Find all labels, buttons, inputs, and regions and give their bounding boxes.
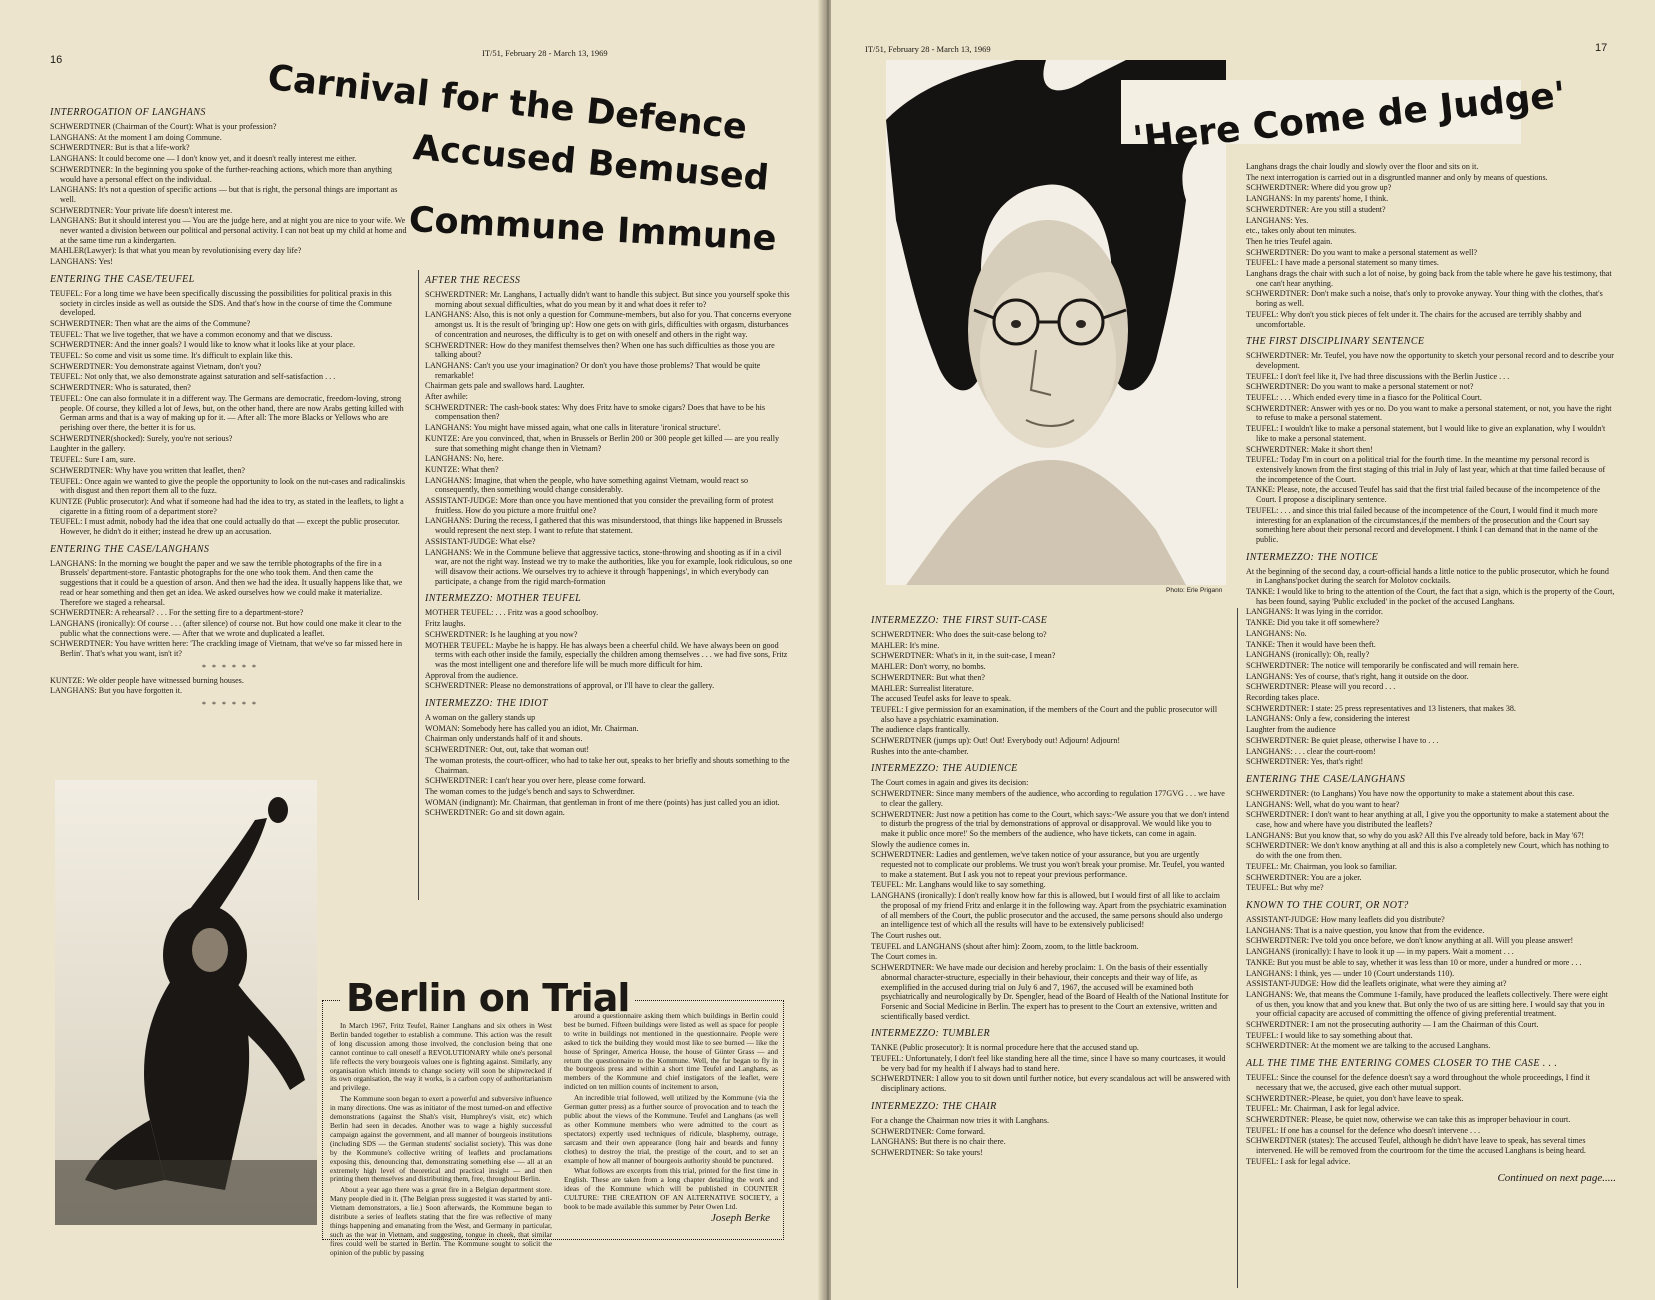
dialogue-line: SCHWERDTNER: Please no demonstrations of approval, or I'll have to clear the gallery. — [425, 681, 715, 691]
dialogue-line: SCHWERDTNER: Ladies and gentlemen, we've taken notice of your assurance, but you are urgently requested not to complicate our problems. We trust you won't break your promise. Mr. Teufel, you wanted to make a statement. But I ask you not to repeat your previous performance. — [871, 850, 1225, 879]
section-body — [871, 1116, 1231, 1158]
section-heading: ENTERING THE CASE/TEUFEL — [50, 273, 195, 285]
page-number: 17 — [1595, 42, 1608, 54]
dialogue-line: SCHWERDTNER: Since many members of the audience, who according to regulation 177GVG . . . we have to clear the gallery. — [871, 789, 1225, 808]
right-column-1 — [871, 608, 1231, 1159]
section-heading: INTERMEZZO: THE AUDIENCE — [871, 763, 1018, 775]
right-column-2 — [1246, 162, 1616, 1184]
dialogue-line: TEUFEL: One can also formulate it in a different way. The Germans are democratic, freedom-loving, strong people. Of course, they killed a lot of Jews, but, on the other hand, there are now Arabs getting killed with German arms and that is a way of making up for it. — After all: The more Blacks or Yellows who are perishing over there, the better it is for us. — [50, 393, 404, 432]
dialogue-line: SCHWERDTNER: The cash-book states: Why does Fritz have to smoke cigars? Does that have to be his compensation then? — [425, 402, 766, 422]
dialogue-line: LANGHANS: At the moment I am doing Commune. — [50, 132, 222, 142]
dialogue-line: The audience claps frantically. — [871, 725, 970, 735]
dialogue-line: SCHWERDTNER: I state: 25 press representatives and 13 listeners, that makes 38. — [1246, 703, 1516, 713]
dialogue-line: SCHWERDTNER: You are a joker. — [1246, 872, 1362, 882]
dialogue-line: SCHWERDTNER: (to Langhans) You have now the opportunity to make a statement about this case. — [1246, 788, 1575, 798]
dialogue-line: MAHLER: It's mine. — [871, 640, 940, 650]
dialogue-line: Langhans drags the chair loudly and slowly over the floor and sits on it. — [1246, 162, 1479, 171]
dialogue-line: SCHWERDTNER: How do they manifest themselves then? When one has such difficulties as those you are talking about? — [425, 340, 775, 360]
section-body — [871, 778, 1231, 1021]
dialogue-line: KUNTZE: We older people have witnessed burning houses. — [50, 675, 244, 685]
section-body — [50, 289, 410, 537]
dialogue-line: LANGHANS: Also, this is not only a question for Commune-members, but also for you. That concerns everyone amongst us. It is the result of 'bringing up': How one gets on with girls, difficulties with orgasm, disturbances of concentration and neuroses, the difficulty is to get on with oneself and others in the right way. — [425, 310, 792, 339]
dialogue-line: TEUFEL: I don't feel like it, I've had three discussions with the Berlin Justice . . . — [1246, 371, 1510, 381]
dialogue-line: MAHLER(Lawyer): Is that what you mean by revolutionising every day life? — [50, 246, 302, 256]
section-heading: THE FIRST DISCIPLINARY SENTENCE — [1246, 336, 1425, 348]
dialogue-line: SCHWERDTNER: I am not the prosecuting authority — I am the Chairman of this Court. — [1246, 1020, 1539, 1030]
dialogue-line: TANKE: Did you take it off somewhere? — [1246, 618, 1380, 628]
dialogue-line: SCHWERDTNER: In the beginning you spoke of the further-reaching actions, which more than anything would have a personal effect on the individual. — [50, 164, 392, 184]
dialogue-line: TEUFEL: Why don't you stick pieces of felt under it. The chairs for the accused are terribly shabby and uncomfortable. — [1246, 309, 1582, 329]
dialogue-line: LANGHANS: Imagine, that when the people, who have something against Vietnam, would react so consequently, then something would change considerably. — [425, 475, 749, 495]
dialogue-line: SCHWERDTNER: Who is saturated, then? — [50, 383, 191, 393]
dialogue-line: SCHWERDTNER: Where did you grow up? — [1246, 183, 1392, 193]
dialogue-line: Chairman only understands half of it and shouts. — [425, 734, 583, 744]
section-body — [1246, 567, 1616, 767]
section-heading: INTERMEZZO: MOTHER TEUFEL — [425, 593, 582, 605]
right-page — [831, 0, 1655, 1300]
dialogue-line: SCHWERDTNER: Out, out, take that woman out! — [425, 745, 590, 755]
section-heading: INTERMEZZO: THE IDIOT — [425, 698, 548, 710]
dialogue-line: LANGHANS: We, that means the Commune 1-family, have produced the leaflets collectively. There were eight of us then, you know that and you knew that. But only the two of us are sitting here. I would say that you in your official capacity are accused of committing the offence of giving preferential treatment. — [1246, 989, 1608, 1019]
dialogue-line: LANGHANS: It was lying in the corridor. — [1246, 607, 1383, 617]
section-body — [1246, 915, 1616, 1051]
dialogue-line: TEUFEL: That we live together, that we have a common economy and that we discuss. — [50, 329, 333, 339]
dialogue-line: The next interrogation is carried out in a disgruntled manner and only by means of questions. — [1246, 172, 1548, 182]
dialogue-line: TANKE: Please, note, the accused Teufel has said that the first trial failed because of the incompetence of the Court. I propose a disciplinary sentence. — [1246, 485, 1601, 505]
dialogue-line: TEUFEL: I give permission for an examination, if the members of the Court and the public prosecutor will also have a psychiatric examination. — [871, 704, 1218, 724]
dialogue-line: SCHWERDTNER: Is he laughing at you now? — [425, 629, 578, 639]
dialogue-line: LANGHANS: In the morning we bought the paper and we saw the terrible photographs of the fire in a Brussels' department-store. Fantastic photographs for the one who took them. And then came the suggestions that it could be a question of arson. And then we had the idea. It usually happens like that, we read or hear something and then get an idea. We asked ourselves how we could make it materialize. Therefore we staged a rehearsal. — [50, 558, 403, 607]
page-number: 16 — [50, 54, 63, 66]
dialogue-line: WOMAN: Somebody here has called you an idiot, Mr. Chairman. — [425, 723, 639, 733]
section-body — [871, 1043, 1231, 1094]
dialogue-line: MOTHER TEUFEL: Maybe he is happy. He has always been a cheerful child. We have always been on good terms with each other inside the family, especially the children among themselves . . . we had five sons, Fritz was the most intelligent one and therefore life will be much more difficult for him. — [425, 640, 788, 669]
dialogue-line: SCHWERDTNER: We don't know anything at all and this is also a completely new Court, which has nothing to do with the one from then. — [1246, 841, 1609, 861]
dialogue-line: TEUFEL and LANGHANS (shout after him): Zoom, zoom, to the little backroom. — [871, 941, 1139, 951]
dialogue-line: etc., takes only about ten minutes. — [1246, 226, 1357, 236]
dialogue-line: Laughter in the gallery. — [50, 444, 126, 454]
column-rule — [1237, 608, 1238, 1288]
dialogue-line: SCHWERDTNER: Why have you written that leaflet, then? — [50, 465, 245, 475]
headline-line-3: Commune Immune — [407, 200, 778, 260]
dialogue-line: SCHWERDTNER: Are you still a student? — [1246, 204, 1386, 214]
dialogue-line: For a change the Chairman now tries it with Langhans. — [871, 1115, 1050, 1125]
dialogue-line: LANGHANS: It could become one — I don't know yet, and it doesn't really interest me either. — [50, 154, 357, 164]
dialogue-line: KUNTZE: What then? — [425, 464, 499, 474]
dialogue-line: SCHWERDTNER: Yes, that's right! — [1246, 757, 1364, 767]
dialogue-line: LANGHANS: No. — [1246, 628, 1307, 638]
dialogue-line: LANGHANS: I think, yes — under 10 (Court understands 110). — [1246, 968, 1455, 978]
dialogue-line: TEUFEL: Not only that, we also demonstrate against saturation and self-satisfaction . . . — [50, 372, 336, 382]
dialogue-line: SCHWERDTNER (Chairman of the Court): What is your profession? — [50, 122, 277, 131]
dialogue-line: SCHWERDTNER: I can't hear you over here, please come forward. — [425, 776, 646, 786]
dialogue-line: TEUFEL: If one has a counsel for the defence who doesn't intervene . . . — [1246, 1125, 1481, 1135]
dialogue-line: TEUFEL: So come and visit us some time. It's difficult to explain like this. — [50, 351, 293, 361]
dialogue-line: LANGHANS: It's not a question of specific actions — but that is right, the personal things are important as well. — [50, 185, 398, 204]
section-heading: AFTER THE RECESS — [425, 275, 521, 286]
dialogue-line: TEUFEL: Sure I am, sure. — [50, 455, 136, 465]
dialogue-line: Chairman gets pale and swallows hard. Laughter. — [425, 381, 585, 391]
dialogue-line: LANGHANS: We in the Commune believe that aggressive tactics, stone-throwing and shooting as if in a civil war, are not the right way. Instead we try to make the authorities, like you for example, look ridiculous, so one will disavow their actions. We ourselves try to achieve it through 'happenings', in which everybody can participate, a change from the rigid march-formation — [425, 547, 793, 586]
section-body — [425, 608, 793, 691]
left-column-2 — [425, 268, 793, 819]
dialogue-line: SCHWERDTNER: And the inner goals? I would like to know what it looks like at your place. — [50, 340, 356, 350]
dialogue-line: SCHWERDTNER: Then what are the aims of the Commune? — [50, 318, 251, 328]
dialogue-line: ASSISTANT-JUDGE: What else? — [425, 536, 536, 546]
dialogue-line: MAHLER: Surrealist literature. — [871, 683, 974, 693]
dialogue-line: TEUFEL: I ask for legal advice. — [1246, 1156, 1351, 1166]
section-heading: INTERMEZZO: THE NOTICE — [1246, 551, 1379, 563]
section-heading: INTERMEZZO: THE CHAIR — [871, 1100, 997, 1112]
intro-paragraph: About a year ago there was a great fire in a Belgian department store. Many people died in it. (The Belgian press suggested it was started by anti-Vietnam demonstrators, a lie.) Soon afterwards, the Kommune began to distribute a series of leaflets stating that the fire was reflective of many things happening and emanating from the West, and Germany in particular, such as the war in Vietnam, and suggesting, tongue in cheek, that similar fires could well be started in Berlin. The Kommune sought to solicit the opinion of the public by passing — [330, 1185, 552, 1257]
dialogue-line: SCHWERDTNER: I've told you once before, we don't know anything at all. Will you please answer! — [1246, 936, 1574, 946]
left-page — [0, 0, 824, 1300]
dialogue-line: TANKE: I would like to bring to the attention of the Court, the fact that a sign, which is the property of the Court, has been found, saying 'Public excluded' in the pocket of the accused Langhans. — [1246, 587, 1615, 606]
dialogue-line: SCHWERDTNER: Mr. Teufel, you have now the opportunity to sketch your personal record and to describe your development. — [1246, 351, 1614, 370]
section-heading: KNOWN TO THE COURT, OR NOT? — [1246, 900, 1409, 911]
author-signature: Joseph Berke — [711, 1212, 770, 1224]
section-heading: ALL THE TIME THE ENTERING COMES CLOSER TO THE CASE . . . — [1246, 1058, 1558, 1070]
dialogue-line: TANKE: Then it would have been theft. — [1246, 639, 1376, 649]
dialogue-line: SCHWERDTNER: Please, be quiet now, otherwise we can take this as improper behaviour in court. — [1246, 1114, 1571, 1124]
section-body — [50, 559, 410, 659]
dialogue-line: ASSISTANT-JUDGE: More than once you have mentioned that you consider the prevailing form of protest fruitless. How do you picture a more fruitful one? — [425, 496, 774, 515]
page-header: IT/51, February 28 - March 13, 1969 — [482, 48, 608, 58]
dialogue-line: SCHWERDTNER:-Please, be quiet, you don't have leave to speak. — [1246, 1093, 1464, 1103]
dialogue-line: TANKE (Public prosecutor): It is normal procedure here that the accused stand up. — [871, 1043, 1139, 1053]
dialogue-line: LANGHANS: Yes of course, that's right, hang it outside on the door. — [1246, 671, 1469, 681]
section-body — [1246, 789, 1616, 893]
dialogue-line: TEUFEL: Mr. Langhans would like to say something. — [871, 880, 1046, 890]
dialogue-line: SCHWERDTNER: Make it short then! — [1246, 444, 1373, 454]
dialogue-line: Slowly the audience comes in. — [871, 839, 970, 849]
dialogue-line: LANGHANS: But there is no chair there. — [871, 1137, 1006, 1147]
dialogue-line: TEUFEL: Once again we wanted to give the people the opportunity to look on the nut-cases and radicalinskis with disgust and then report them all to the fuzz. — [50, 476, 405, 496]
dialogue-line: Rushes into the ante-chamber. — [871, 746, 969, 756]
closing-exchange — [50, 676, 410, 696]
intro-paragraph: An incredible trial followed, well utilized by the Kommune (via the German gutter press) as a further source of provocation and to teach the public about the views of the Kommune. Teufel and Langhans (as well as other Kommune members who were admitted to the court as spectators) expertly used techniques of ridicule, blasphemy, outrage, sarcasm and their own appearance (long hair and beards and funny clothes) to destroy the trial, the prestige of the court, and to set an example of how all manner of bourgeois authority should be punctured. — [564, 1093, 778, 1165]
dialogue-line: Langhans drags the chair with such a lot of noise, by going back from the table where he gave his testimony, that one can't hear anything. — [1246, 269, 1612, 288]
intro-paragraph: around a questionnaire asking them which buildings in Berlin could best be burned. Fifteen buildings were listed as well as space for people to write in buildings not mentioned in the questionnaire. People were asked to tick the building they would most like to see burned — like the house of Springer, America House, the house of Günter Grass — and return the questionnaire to the Kommune. Well, the fur began to fly in the bourgeois press and within a short time Teufel and Langhans, as members of the Kommune and chief instigators of the leaflet, were indicted on ten million counts of incitement to arson, — [564, 1011, 778, 1092]
dialogue-line: The Court rushes out. — [871, 930, 942, 940]
interview-column — [425, 275, 793, 818]
dialogue-line: ASSISTANT-JUDGE: How did the leaflets originate, what were they aiming at? — [1246, 979, 1507, 989]
dialogue-line: TEUFEL: But why me? — [1246, 883, 1324, 893]
dialogue-line: TEUFEL: Mr. Chairman, I ask for legal advice. — [1246, 1104, 1400, 1114]
dialogue-line: LANGHANS: But you have forgotten it. — [50, 686, 183, 696]
dialogue-line: The woman protests, the court-officer, who had to take her out, speaks to her briefly and shouts something to the Chairman. — [425, 755, 790, 775]
dialogue-line: TEUFEL: I have made a personal statement so many times. — [1246, 258, 1439, 268]
dialogue-line: SCHWERDTNER: Please will you record . . . — [1246, 682, 1396, 692]
dialogue-line: SCHWERDTNER: The notice will temporarily be confiscated and will remain here. — [1246, 660, 1519, 670]
dialogue-line: ASSISTANT-JUDGE: How many leaflets did you distribute? — [1246, 915, 1445, 924]
dialogue-line: SCHWERDTNER: But is that a life-work? — [50, 143, 190, 153]
dialogue-line: The Court comes in again and gives its decision: — [871, 778, 1029, 788]
dialogue-line: LANGHANS: In my parents' home, I think. — [1246, 194, 1389, 204]
dialogue-line: LANGHANS: Only a few, considering the interest — [1246, 714, 1410, 724]
dialogue-line: TEUFEL: Mr. Chairman, you look so familiar. — [1246, 861, 1397, 871]
berlin-intro-column-2 — [564, 1012, 778, 1214]
dialogue-line: LANGHANS: Well, what do you want to hear? — [1246, 799, 1400, 809]
dialogue-line: SCHWERDTNER: At the moment we are talking to the accused Langhans. — [1246, 1041, 1491, 1051]
dialogue-line: The accused Teufel asks for leave to speak. — [871, 694, 1011, 704]
dialogue-line: SCHWERDTNER: Don't make such a noise, that's only to provoke anyway. Your thing with the clothes, that's boring as well. — [1246, 289, 1603, 309]
dialogue-line: WOMAN (indignant): Mr. Chairman, that gentleman in front of me there (points) has just called you an idiot. — [425, 797, 780, 807]
dialogue-line: LANGHANS: You might have missed again, what one calls in literature 'ironical structure'. — [425, 423, 721, 433]
dialogue-line: The woman comes to the judge's bench and says to Schwerdtner. — [425, 786, 635, 796]
dialogue-line: SCHWERDTNER (jumps up): Out! Out! Everybody out! Adjourn! Adjourn! — [871, 736, 1121, 746]
dialogue-line: KUNTZE (Public prosecutor): And what if someone had had the idea to try, as stated in the leaflets, to light a cigarette in a fitting room of a department store? — [50, 496, 404, 516]
dialogue-line: SCHWERDTNER: Answer with yes or no. Do you want to make a personal statement, or not, you have the right to refuse to make a personal statement. — [1246, 403, 1612, 423]
dialogue-line: SCHWERDTNER(shocked): Surely, you're not serious? — [50, 433, 233, 443]
continued-note: Continued on next page..... — [1497, 1172, 1616, 1185]
dialogue-line: LANGHANS: Yes! — [50, 257, 113, 267]
dialogue-line: LANGHANS: But it should interest you — You are the judge here, and at night you are nice to your wife. We never wanted a division between our political and personal activity. I can not beat up my child at home and at the same time run a kindergarten. — [50, 216, 407, 245]
protester-photo — [55, 780, 317, 1225]
dialogue-line: MOTHER TEUFEL: . . . Fritz was a good schoolboy. — [425, 608, 599, 618]
dialogue-line: SCHWERDTNER: So take yours! — [871, 1147, 983, 1157]
dialogue-line: TEUFEL: I wouldn't like to make a personal statement, but I would like to give an explanation, why I wouldn't like to make a personal statement. — [1246, 424, 1606, 443]
interview-column — [871, 615, 1231, 1158]
headline-line-1: Carnival for the Defence — [265, 58, 749, 149]
section-body — [425, 290, 793, 586]
stars-divider: * * * * * * — [202, 700, 258, 710]
dialogue-line: SCHWERDTNER (states): The accused Teufel, although he didn't have leave to speak, has several times intervened. He will be removed from the courtroom for the time the accused Langhans is being heard. — [1246, 1136, 1586, 1156]
section-body — [1246, 1073, 1616, 1166]
dialogue-line: SCHWERDTNER: Do you want to make a personal statement or not? — [1246, 382, 1474, 392]
dialogue-line: Approval from the audience. — [425, 670, 519, 680]
dialogue-line: TEUFEL: Unfortunately, I don't feel like standing here all the time, since I have so many courtcases, it would be very bad for my health if I always had to stand here. — [871, 1054, 1226, 1073]
dialogue-line: At the beginning of the second day, a court-official hands a little notice to the public prosecutor, which he found in Langhans'pocket during the search for Molotov cocktails. — [1246, 566, 1609, 586]
dialogue-line: LANGHANS: No, here. — [425, 454, 504, 464]
section-heading: ENTERING THE CASE/LANGHANS — [50, 543, 210, 555]
dialogue-line: TANKE: But you must be able to say, whether it was less than 10 or more, under a hundred or more . . . — [1246, 957, 1582, 967]
dialogue-line: Laughter from the audience — [1246, 725, 1336, 735]
section-heading: ENTERING THE CASE/LANGHANS — [1246, 773, 1406, 785]
dialogue-line: TEUFEL: . . . Which ended every time in a fiasco for the Political Court. — [1246, 393, 1482, 403]
section-body — [871, 630, 1231, 756]
dialogue-line: TEUFEL: I would like to say something about that. — [1246, 1030, 1413, 1040]
dialogue-line: SCHWERDTNER: Your private life doesn't interest me. — [50, 205, 233, 215]
dialogue-line: TEUFEL: For a long time we have been specifically discussing the possibilities for political praxis in this society in circles inside as well as outside the SDS. And that's how in the course of time the Commune developed. — [50, 288, 392, 318]
dialogue-line: LANGHANS (ironically): I don't really know how far this is allowed, but I would first of all like to acclaim the proposal of my friend Fritz and enlarge it in the following way. Apart from the psychiatric examination of all members of the Court, the public prosecutor and the accused, the same persons should also undergo an intelligence test of which all the results will have to be extensively publicised! — [871, 891, 1227, 930]
berlin-intro-column-1 — [330, 1022, 552, 1260]
intro-paragraph: In March 1967, Fritz Teufel, Rainer Langhans and six others in West Berlin banded together to establish a commune. This action was the result of long discussion among those involved, the conclusion being that one cannot continue to call oneself a REVOLUTIONARY while one's personal life reflects the very bourgeois values one is fighting against. Similarly, any organisation which intends to change society will soon be shipwrecked if its own organisation, the way it works, is a carbon copy of authoritarianism and privilege. — [330, 1021, 552, 1093]
section-heading: INTERMEZZO: TUMBLER — [871, 1028, 990, 1040]
berlin-on-trial-title: Berlin on Trial — [340, 976, 635, 1020]
dialogue-line: LANGHANS: . . . clear the court-room! — [1246, 746, 1376, 756]
interview-column — [50, 107, 410, 659]
dialogue-line: Then he tries Teufel again. — [1246, 236, 1333, 246]
dialogue-line: After awhile: — [425, 392, 468, 402]
dialogue-line: SCHWERDTNER: You demonstrate against Vietnam, don't you? — [50, 361, 262, 371]
dialogue-line: Recording takes place. — [1246, 693, 1320, 703]
dialogue-line: TEUFEL: I must admit, nobody had the idea that one could actually do that — except the public prosecutor. However, he didn't do it either; instead he drew up an accusation. — [50, 517, 400, 537]
dialogue-line: LANGHANS: Yes. — [1246, 215, 1309, 225]
section-heading: INTERMEZZO: THE FIRST SUIT-CASE — [871, 615, 1048, 626]
dialogue-line: SCHWERDTNER: We have made our decision and hereby proclaim: 1. On the basis of their essentially abnormal character-structure, especially in their behaviour, their concepts and their way of life, as exemplified in the accused during trial on July 6 and 7, 1967, the accused will be examined both psychiatrically and neurologically by Dr. Spengler, head of the Board of Health of the National Institute for Forsenic and Social Medicine in Berlin. The expert has to present to the Court an extensive, written and scientifically based verdict. — [871, 963, 1229, 1021]
dialogue-line: SCHWERDTNER: Mr. Langhans, I actually didn't want to handle this subject. But since you yourself spoke this morning about sexual difficulties, what do you mean by it and what does it refer to? — [425, 290, 790, 309]
intro-paragraph: What follows are excerpts from this trial, printed for the first time in English. These are taken from a long chapter detailing the work and ideas of the Kommune which will be published in COUNTER CULTURE: THE CREATION OF AN ALTERNATIVE SOCIETY, a book to be made available this summer by Peter Owen Ltd. — [564, 1166, 778, 1212]
dialogue-line: SCHWERDTNER: Just now a petition has come to the Court, which says:-'We assure you that we don't intend to disturb the progress of the trial by demonstrations of approval or disapproval. We would like you to make it public once more!' So the members of the audience, who have tickets, can come in again. — [871, 809, 1229, 838]
dialogue-line: A woman on the gallery stands up — [425, 713, 536, 723]
dialogue-line: LANGHANS: But you know that, so why do you ask? All this I've already told before, back in May '67! — [1246, 830, 1585, 840]
dialogue-line: SCHWERDTNER: You have written here: 'The crackling image of Vietnam, that we've so far missed here in Berlin'. That's what you want, isn't it? — [50, 639, 403, 659]
dialogue-line: LANGHANS: That is a naive question, you know that from the evidence. — [1246, 925, 1485, 935]
dialogue-line: LANGHANS (ironically): I have to look it up — in my papers. Wait a moment . . . — [1246, 947, 1514, 957]
dialogue-line: MAHLER: Don't worry, no bombs. — [871, 662, 986, 672]
section-body — [1246, 351, 1616, 544]
judge-headline: 'Here Come de Judge' — [1131, 74, 1568, 161]
dialogue-line: SCHWERDTNER: I allow you to sit down until further notice, but every scandalous act will be answered with disciplinary actions. — [871, 1074, 1231, 1094]
section-heading: INTERROGATION OF LANGHANS — [50, 107, 206, 118]
dialogue-line: KUNTZE: Are you convinced, that, when in Brussels or Berlin 200 or 300 people get killed — are you really sure that something might change then in Vietnam? — [425, 433, 780, 453]
interview-column — [1246, 162, 1616, 1166]
dialogue-line: SCHWERDTNER: Be quiet please, otherwise I have to . . . — [1246, 735, 1439, 745]
dialogue-line: SCHWERDTNER: Come forward. — [871, 1126, 985, 1136]
dialogue-line: LANGHANS (ironically): Of course . . . (after silence) of course not. But how could one make it clear to the public what the connections were. — After that we wrote and duplicated a leaflet. — [50, 618, 402, 638]
dialogue-line: The Court comes in. — [871, 952, 938, 962]
dialogue-line: LANGHANS: During the recess, I gathered that this was misunderstood, that things like happened in Brussels would represent the next step. I want to refute that statement. — [425, 516, 783, 536]
dialogue-line: TEUFEL: Since the counsel for the defence doesn't say a word throughout the whole proceedings, I find it necessary that we, the accused, give each other mutual support. — [1246, 1073, 1591, 1092]
dialogue-line: Fritz laughs. — [425, 619, 466, 629]
section-body — [1246, 162, 1616, 329]
dialogue-line: LANGHANS (ironically): Oh, really? — [1246, 650, 1370, 660]
dialogue-line: TEUFEL: . . . and since this trial failed because of the incompetence of the Court, I would find it much more interesting for an explanation of the circumstances,if the members of the prosecution and the Court say something here about their personal record and development. I think I can demand that in the name of the public. — [1246, 505, 1598, 544]
section-body — [50, 122, 410, 267]
intro-paragraph: The Kommune soon began to exert a powerful and subversive influence in many directions. One was as initiator of the most turned-on and effective demonstrations (against the Shah's visit, Humphrey's visit, etc) which Berlin had seen in decades. Another was to wage a highly successful campaign against the government, and all manner of bourgeois institutions (including SDS — the German students' socialist society). This was done by the Kommune's collective writing of leaflets and proclamations exposing this, denouncing that, demonstrating something else — all at an extremely high level of theoretical and practical insight — and then printing them themselves and distributing them, free, throughout Berlin. — [330, 1094, 552, 1184]
section-body — [425, 713, 793, 818]
column-rule — [418, 270, 419, 900]
dialogue-line: TEUFEL: Today I'm in court on a political trial for the fourth time. In the meantime my personal record is extensively known from the first staging of this trial in July of last year, which at that time failed because of the incompetence of the Court. — [1246, 455, 1606, 484]
dialogue-line: SCHWERDTNER: Do you want to make a personal statement as well? — [1246, 247, 1478, 257]
dialogue-line: SCHWERDTNER: I don't want to hear anything at all, I give you the opportunity to make a statement about the case, how and where have you distributed the leaflets? — [1246, 810, 1609, 830]
dialogue-line: LANGHANS: Can't you use your imagination? Or don't you have those problems? That would be quite remarkable! — [425, 360, 761, 380]
left-column-1 — [50, 100, 410, 713]
dialogue-line: SCHWERDTNER: Who does the suit-case belong to? — [871, 630, 1047, 639]
headline-line-2: Accused Bemused — [411, 128, 771, 199]
photo-credit: Photo: Erle Prigann — [1166, 587, 1223, 594]
page-header: IT/51, February 28 - March 13, 1969 — [865, 44, 991, 54]
dialogue-line: SCHWERDTNER: But what then? — [871, 672, 985, 682]
dialogue-line: SCHWERDTNER: Go and sit down again. — [425, 808, 565, 818]
stars-divider: * * * * * * — [202, 662, 258, 672]
dialogue-line: SCHWERDTNER: What's in it, in the suit-case, I mean? — [871, 651, 1056, 661]
dialogue-line: SCHWERDTNER: A rehearsal? . . . For the setting fire to a department-store? — [50, 608, 304, 618]
